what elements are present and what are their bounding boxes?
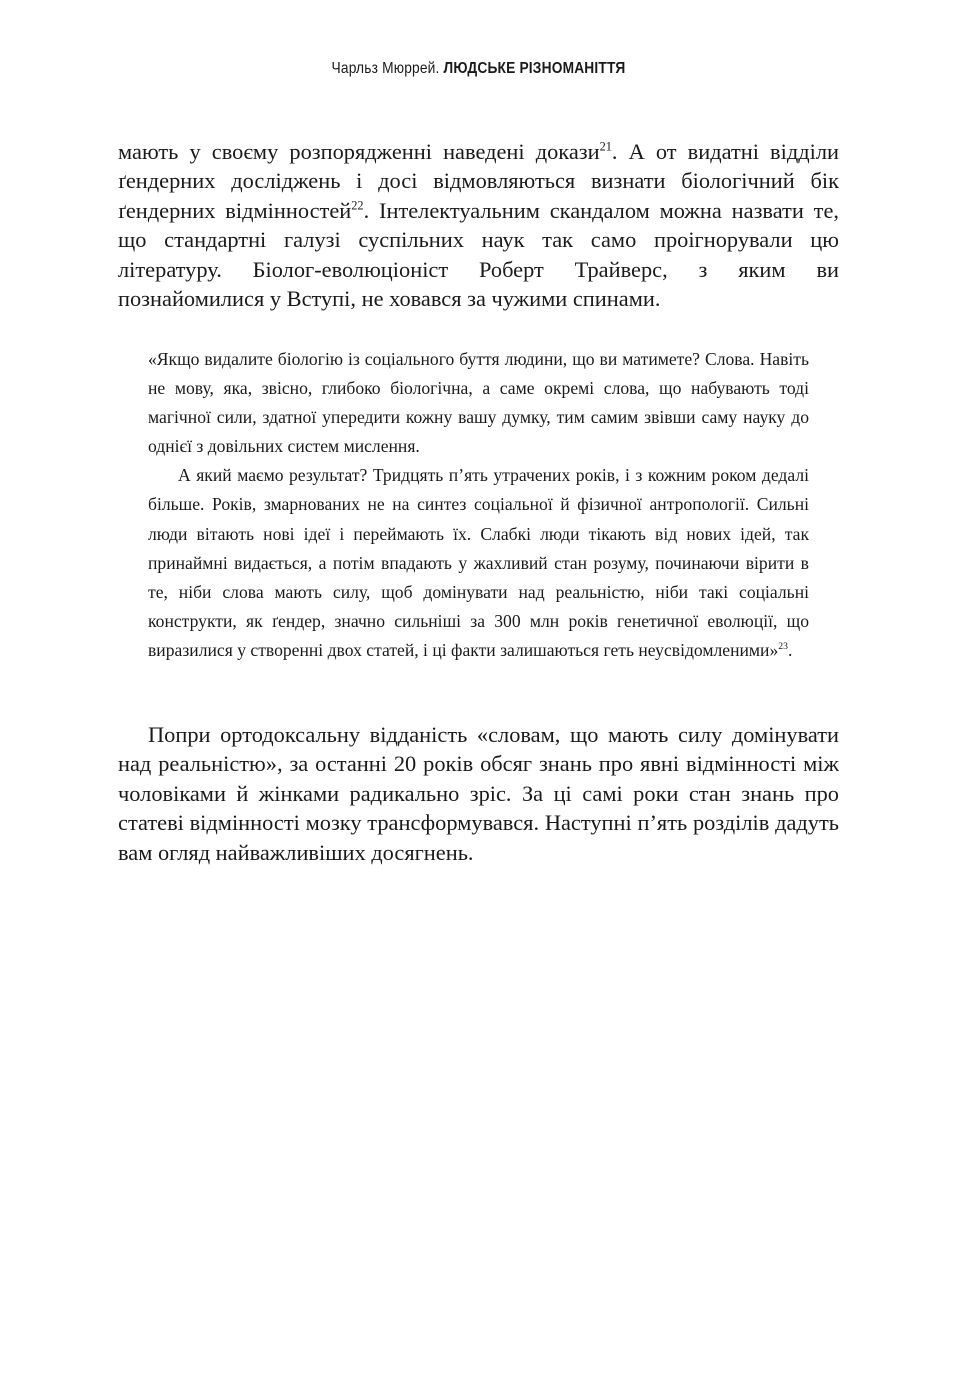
quote-end-period: . <box>787 639 793 660</box>
body-paragraph-2 <box>118 720 839 867</box>
block-quote <box>148 345 809 665</box>
quote-paragraph-2 <box>148 461 809 665</box>
footnote-ref-23: 23 <box>778 641 788 653</box>
paragraph-2-text: Попри ортодоксальну відданість «словам, що мають силу домінувати над реальністю», за останні 20 років обсяг знань про явні відмінності між чоловіками й жінками радикально зріс. За ці самі роки стан знань про статеві відмінності мозку трансформувався. Наступні п’ять розділів дадуть вам огляд найважливіших досягнень. <box>118 722 839 865</box>
quote-paragraph-2-text: А який маємо результат? Тридцять п’ять утрачених років, і з кожним роком дедалі більше. Років, змарнованих не на синтез соціальної й фізичної антропології. Сильні люди вітають нові ідеї і переймають їх. Слабкі люди тікають від нових ідей, так принаймні видається, а потім впадають у жахливий стан розуму, починаючи вірити в те, ніби слова мають силу, щоб домінувати над реальністю, ніби такі соціальні конструкти, як ґендер, значно сильніші за 300 млн років генетичної еволюції, що виразилися у створенні двох статей, і ці факти залишаються геть неусвідомленими» <box>148 465 809 660</box>
paragraph-1-part-2: . А от видатні відділи ґендерних досліджень і досі відмовляються визнати біологічний бік ґендерних відмінностей <box>118 139 839 223</box>
footnote-ref-22: 22 <box>351 198 364 213</box>
footnote-ref-21: 21 <box>599 139 612 154</box>
paragraph-1-part-1: мають у своєму розпорядженні наведені докази <box>118 139 600 164</box>
paragraph-1-part-3: . Інтелектуальним скандалом можна назвати те, що стандартні галузі суспільних наук так само проігнорували цю літературу. Біолог-еволюціоніст Роберт Трайверс, з яким ви познайомилися у Вступі, не ховався за чужими спинами. <box>118 197 839 312</box>
header-author: Чарльз Мюррей. <box>331 60 440 77</box>
running-header <box>67 60 890 78</box>
quote-paragraph-1: «Якщо видалите біологію із соціального буття людини, що ви матимете? Слова. Навіть не мову, яка, звісно, глибоко біологічна, а саме окремі слова, що набувають тоді магічної сили, здатної упередити кожну вашу думку, тим самим звівши саму науку до однієї з довільних систем мислення. <box>148 349 809 457</box>
body-paragraph-1 <box>118 137 839 313</box>
header-book-title: ЛЮДСЬКЕ РІЗНОМАНІТТЯ <box>443 60 626 77</box>
paragraph-1-text <box>118 137 839 313</box>
